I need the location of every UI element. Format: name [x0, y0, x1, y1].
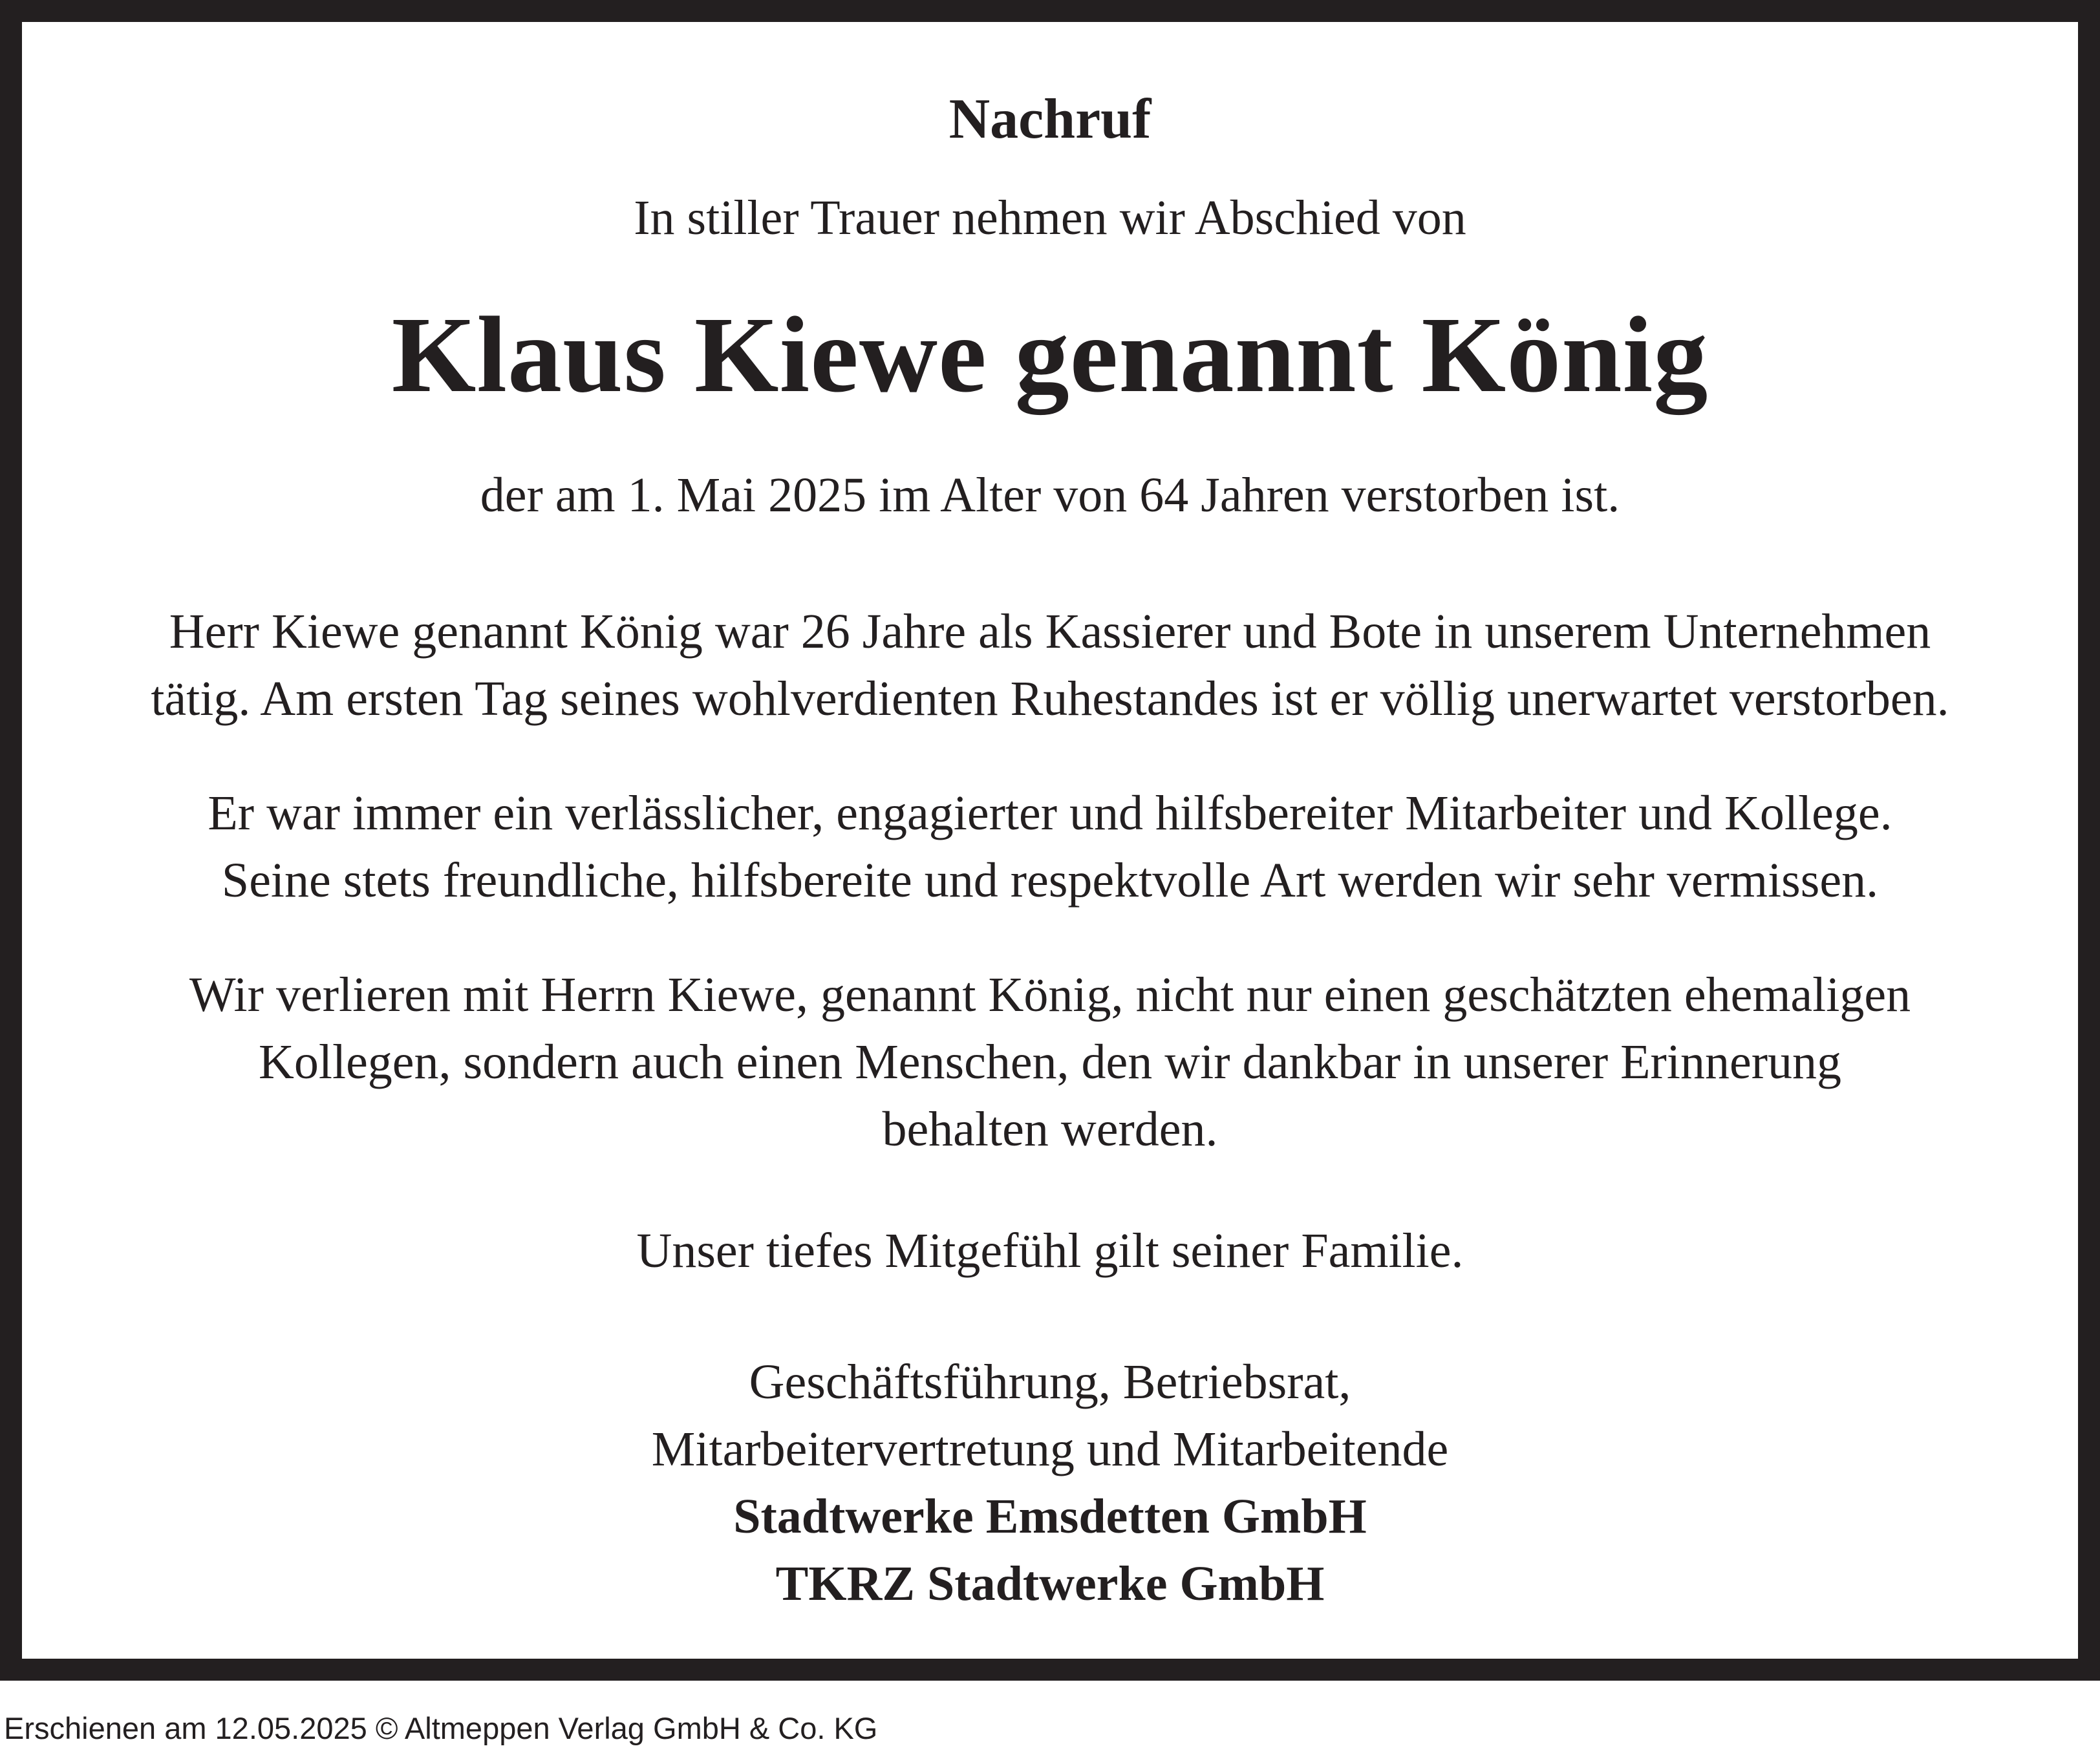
paragraph-line: Wir verlieren mit Herrn Kiewe, genannt König, nicht nur einen geschätzten ehemaligen [189, 968, 1911, 1022]
signature-line: Mitarbeitervertretung und Mitarbeitende [651, 1422, 1449, 1476]
signature-company: TKRZ Stadtwerke GmbH [775, 1557, 1325, 1611]
paragraph-line: tätig. Am ersten Tag seines wohlverdienten Ruhestandes ist er völlig unerwartet verstorben. [151, 672, 1949, 726]
paragraph-memory [22, 961, 2078, 1163]
publication-footer: Erschienen am 12.05.2025 © Altmeppen Verlag GmbH & Co. KG [4, 1711, 878, 1745]
paragraph-line: Er war immer ein verlässlicher, engagierter und hilfsbereiter Mitarbeiter und Kollege. [208, 786, 1892, 840]
signatures-block [22, 1348, 2078, 1617]
death-date-line: der am 1. Mai 2025 im Alter von 64 Jahren verstorben ist. [480, 468, 1620, 522]
paragraph-condolence [22, 1217, 2078, 1284]
notice-intro: In stiller Trauer nehmen wir Abschied von [634, 191, 1466, 245]
paragraph-line: Seine stets freundliche, hilfsbereite und respektvolle Art werden wir sehr vermissen. [221, 853, 1879, 908]
paragraph-line: Unser tiefes Mitgefühl gilt seiner Familie. [636, 1224, 1464, 1278]
deceased-name: Klaus Kiewe genannt König [391, 295, 1709, 415]
signature-company: Stadtwerke Emsdetten GmbH [733, 1489, 1367, 1544]
signature-line: Geschäftsführung, Betriebsrat, [749, 1355, 1351, 1409]
paragraph-line: Herr Kiewe genannt König war 26 Jahre als Kassierer und Bote in unserem Unternehmen [169, 604, 1931, 659]
paragraph-character [22, 780, 2078, 914]
paragraph-line: behalten werden. [882, 1102, 1218, 1156]
paragraph-employment [22, 598, 2078, 732]
notice-heading: Nachruf [948, 88, 1152, 151]
paragraph-line: Kollegen, sondern auch einen Menschen, den wir dankbar in unserer Erinnerung [258, 1035, 1842, 1089]
